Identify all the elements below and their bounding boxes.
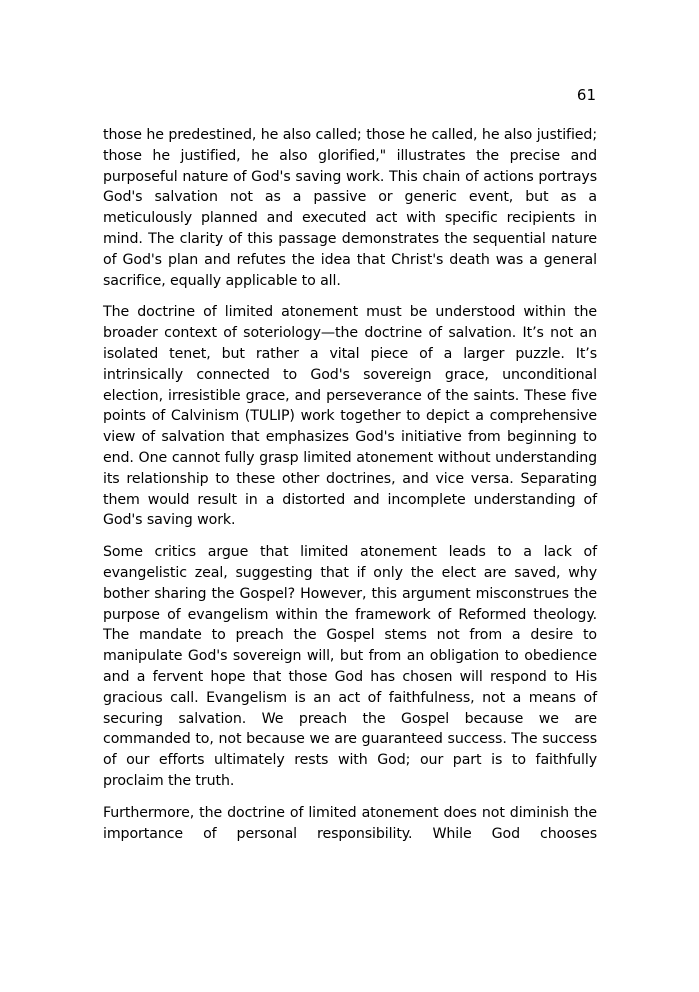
paragraph-3: Some critics argue that limited atonement leads to a lack of evangelistic zeal, suggesting that if only the elect are saved, why bother sharing the Gospel? However, this argument misconstrues the purpose of evangelism within the framework of Reformed theology. The mandate to preach the Gospel stems not from a desire to manipulate God's sovereign will, but from an obligation to obedience and a fervent hope that those God has chosen will respond to His gracious call. Evangelism is an act of faithfulness, not a means of securing salvation. We preach the Gospel because we are commanded to, not because we are guaranteed success. The success of our efforts ultimately rests with God; our part is to faithfully proclaim the truth. [103, 544, 597, 789]
page-body [103, 125, 597, 855]
paragraph-1: those he predestined, he also called; those he called, he also justified; those he justified, he also glorified," illustrates the precise and purposeful nature of God's saving work. This chain of actions portrays God's salvation not as a passive or generic event, but as a meticulously planned and executed act with specific recipients in mind. The clarity of this passage demonstrates the sequential nature of God's plan and refutes the idea that Christ's death was a general sacrifice, equally applicable to all. [103, 127, 597, 289]
page-number: 61 [576, 86, 596, 104]
paragraph-4: Furthermore, the doctrine of limited atonement does not diminish the importance of personal responsibility. While God chooses [103, 804, 597, 842]
paragraph-2: The doctrine of limited atonement must be understood within the broader context of soteriology—the doctrine of salvation. It’s not an isolated tenet, but rather a vital piece of a larger puzzle. It’s intrinsically connected to God's sovereign grace, unconditional election, irresistible grace, and perseverance of the saints. These five points of Calvinism (TULIP) work together to depict a comprehensive view of salvation that emphasizes God's initiative from beginning to end. One cannot fully grasp limited atonement without understanding its relationship to these other doctrines, and vice versa. Separating them would result in a distorted and incomplete understanding of God's saving work. [103, 304, 597, 529]
